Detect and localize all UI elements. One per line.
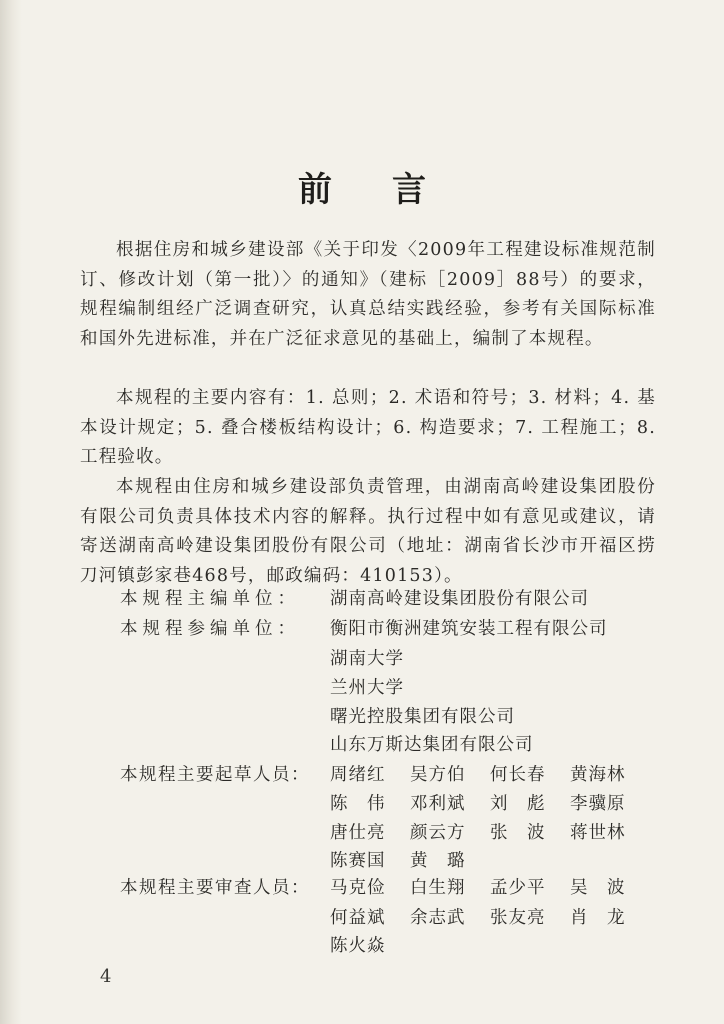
drafter-name: 陈 伟: [330, 794, 386, 814]
co-editor-unit: 山东万斯达集团有限公司: [330, 735, 534, 755]
drafter-name: 刘 彪: [490, 794, 546, 814]
preface-paragraph-2: 本规程的主要内容有：1. 总则；2. 术语和符号；3. 材料；4. 基本设计规定；5. 叠合楼板结构设计；6. 构造要求；7. 工程施工；8. 工程验收。: [80, 388, 656, 467]
reviewer-name: 肖 龙: [570, 908, 626, 928]
drafter-name: 蒋世林: [570, 823, 626, 843]
reviewer-name: 何益斌: [330, 908, 386, 928]
page-binding-edge: [0, 0, 22, 1024]
drafter-name: 周绪红: [330, 765, 386, 785]
drafter-name: 张 波: [490, 823, 546, 843]
page-title: 前言: [298, 170, 486, 210]
preface-paragraph-3: 本规程由住房和城乡建设部负责管理，由湖南高岭建设集团股份有限公司负责具体技术内容的解释。执行过程中如有意见或建议，请寄送湖南高岭建设集团股份有限公司（地址：湖南省长沙市开福区捞刀河镇彭家巷468号，邮政编码：410153）。: [80, 477, 656, 586]
drafters-label: 本规程主要起草人员：: [120, 765, 310, 785]
chief-editor-unit: 湖南高岭建设集团股份有限公司: [330, 589, 589, 609]
chief-editor-label: 本规程主编单位：: [120, 589, 300, 609]
reviewer-name: 马克俭: [330, 878, 386, 898]
drafter-name: 唐仕亮: [330, 823, 386, 843]
reviewer-name: 余志武: [410, 908, 466, 928]
drafter-name: 颜云方: [410, 823, 466, 843]
drafter-name: 黄海林: [570, 765, 626, 785]
reviewer-name: 白生翔: [410, 878, 466, 898]
drafter-name: 陈赛国: [330, 851, 386, 871]
drafter-name: 李骥原: [570, 794, 626, 814]
drafter-name: 吴方伯: [410, 765, 466, 785]
drafter-name: 邓利斌: [410, 794, 466, 814]
reviewer-name: 陈火焱: [330, 936, 386, 956]
reviewer-name: 孟少平: [490, 878, 546, 898]
preface-paragraph-1: 根据住房和城乡建设部《关于印发〈2009年工程建设标准规范制订、修改计划（第一批）〉的通知》（建标［2009］88号）的要求，规程编制组经广泛调查研究，认真总结实践经验，参考有关国际标准和国外先进标准，并在广泛征求意见的基础上，编制了本规程。: [80, 240, 656, 349]
reviewer-name: 张友亮: [490, 908, 546, 928]
co-editor-unit: 湖南大学: [330, 649, 404, 669]
reviewers-label: 本规程主要审查人员：: [120, 878, 310, 898]
co-editor-unit: 衡阳市衡洲建筑安装工程有限公司: [330, 619, 608, 639]
drafter-name: 何长春: [490, 765, 546, 785]
page-number: 4: [100, 966, 112, 987]
co-editor-label: 本规程参编单位：: [120, 619, 300, 639]
reviewer-name: 吴 波: [570, 878, 626, 898]
drafter-name: 黄 璐: [410, 851, 466, 871]
co-editor-unit: 兰州大学: [330, 678, 404, 698]
co-editor-unit: 曙光控股集团有限公司: [330, 707, 515, 727]
